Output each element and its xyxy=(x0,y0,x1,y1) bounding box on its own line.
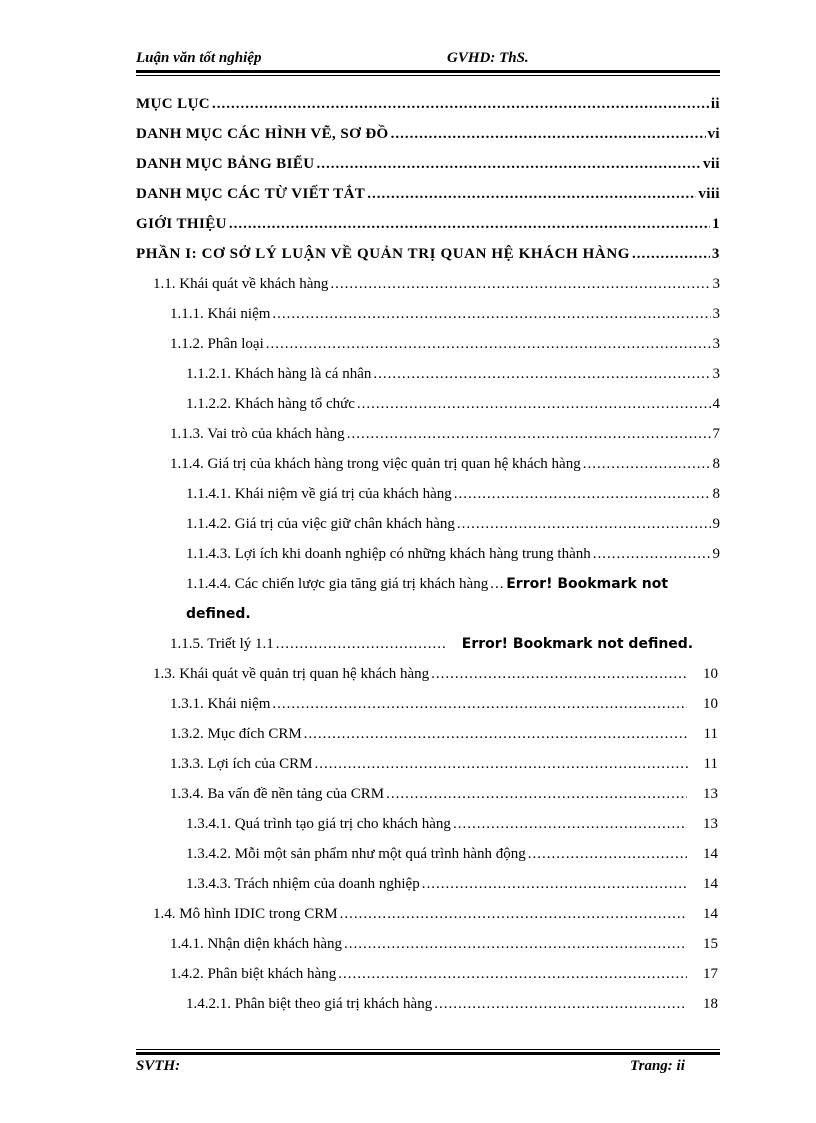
toc-entry[interactable] xyxy=(136,183,720,205)
toc-entry-page: 14 xyxy=(703,906,718,922)
toc-entry-title: 1.1.4.2. Giá trị của việc giữ chân khách hàng xyxy=(186,516,455,532)
toc-entry[interactable] xyxy=(186,513,720,535)
toc-entry-title: 1.4. Mô hình IDIC trong CRM xyxy=(153,906,338,922)
toc-entry[interactable] xyxy=(186,843,718,865)
toc-entry-page: 10 xyxy=(703,696,718,712)
toc-entry-title: 1.3.1. Khái niệm xyxy=(170,696,271,712)
toc-entry[interactable] xyxy=(186,573,728,595)
toc-entry-page: 8 xyxy=(712,486,720,502)
footer-rule-thin xyxy=(136,1049,720,1050)
toc-entry-title: PHẦN I: CƠ SỞ LÝ LUẬN VỀ QUẢN TRỊ QUAN HỆ KHÁCH HÀNG xyxy=(136,246,631,262)
toc-entry[interactable] xyxy=(136,93,720,115)
toc-entry-page: 4 xyxy=(712,396,720,412)
toc-entry[interactable] xyxy=(186,873,718,895)
toc-entry-page: 7 xyxy=(712,426,720,442)
toc-entry-page: vii xyxy=(702,156,720,172)
toc-entry-title: 1.1.2. Phân loại xyxy=(170,336,264,352)
toc-entry[interactable] xyxy=(170,303,720,325)
header-rule-thin xyxy=(136,75,720,76)
toc-entry[interactable] xyxy=(186,543,720,565)
toc-entry[interactable] xyxy=(170,453,720,475)
toc-entry[interactable] xyxy=(186,993,718,1015)
toc-entry-error: Error! Bookmark not xyxy=(506,576,669,592)
toc-entry-page: 14 xyxy=(703,876,718,892)
toc-entry[interactable] xyxy=(186,813,718,835)
toc-entry-title: DANH MỤC BẢNG BIỂU xyxy=(136,156,315,172)
toc-entry-continuation: defined. xyxy=(186,606,251,622)
toc-entry[interactable] xyxy=(170,633,718,655)
footer-rule xyxy=(136,1052,720,1055)
toc-entry-title: 1.1.4.3. Lợi ích khi doanh nghiệp có những khách hàng trung thành xyxy=(186,546,591,562)
footer-left: SVTH: xyxy=(136,1058,181,1074)
toc-entry[interactable] xyxy=(136,243,720,265)
toc-entry-page: 1 xyxy=(712,216,720,232)
toc-entry-title: 1.1.2.2. Khách hàng tổ chức xyxy=(186,396,355,412)
toc-entry-page: viii xyxy=(698,186,720,202)
toc-entry-page: 3 xyxy=(712,366,720,382)
toc-entry-title: 1.4.2.1. Phân biệt theo giá trị khách hàng xyxy=(186,996,433,1012)
toc-entry-title: 1.1.4.4. Các chiến lược gia tăng giá trị khách hàng xyxy=(186,576,489,592)
toc-entry-title: DANH MỤC CÁC HÌNH VẼ, SƠ ĐỒ xyxy=(136,126,389,142)
toc-entry-page: 9 xyxy=(712,546,720,562)
toc-entry-title: 1.3.2. Mục đích CRM xyxy=(170,726,302,742)
toc-entry-page: 3 xyxy=(712,306,720,322)
toc-entry-page: 11 xyxy=(703,756,718,772)
toc-entry[interactable] xyxy=(186,393,720,415)
toc-entry-title: 1.4.2. Phân biệt khách hàng xyxy=(170,966,337,982)
toc-entry-page: ii xyxy=(710,96,720,112)
toc-entry-title: 1.1. Khái quát về khách hàng xyxy=(153,276,329,292)
toc-entry-page: 3 xyxy=(712,336,720,352)
toc-entry[interactable] xyxy=(153,663,718,685)
toc-entry[interactable] xyxy=(170,783,718,805)
toc-entry[interactable] xyxy=(170,963,718,985)
toc-entry[interactable] xyxy=(170,723,718,745)
toc-entry[interactable] xyxy=(170,933,718,955)
toc-entry[interactable] xyxy=(136,123,720,145)
toc-entry-title: GIỚI THIỆU xyxy=(136,216,227,232)
toc-entry-page: 13 xyxy=(703,786,718,802)
toc-entry[interactable] xyxy=(136,213,720,235)
toc-entry-page: 10 xyxy=(703,666,718,682)
toc-entry-page: 18 xyxy=(703,996,718,1012)
toc-entry-title: 1.1.1. Khái niệm xyxy=(170,306,271,322)
toc-entry-title: DANH MỤC CÁC TỪ VIẾT TẮT xyxy=(136,186,366,202)
toc-entry-title: 1.3.4.3. Trách nhiệm của doanh nghiệp xyxy=(186,876,420,892)
toc-entry-page: 9 xyxy=(712,516,720,532)
header-rule xyxy=(136,70,720,73)
toc-entry-page: 11 xyxy=(703,726,718,742)
header-left: Luận văn tốt nghiệp xyxy=(136,50,262,66)
toc-entry-error: Error! Bookmark not defined. xyxy=(461,636,694,652)
toc-entry[interactable] xyxy=(153,273,720,295)
toc-entry[interactable] xyxy=(153,903,718,925)
toc-entry[interactable] xyxy=(170,693,718,715)
toc-entry-page: 13 xyxy=(703,816,718,832)
toc-entry-page: 3 xyxy=(711,246,720,262)
toc-entry-title: 1.1.2.1. Khách hàng là cá nhân xyxy=(186,366,372,382)
toc-entry-title: MỤC LỤC xyxy=(136,96,211,112)
toc-entry-page: 14 xyxy=(703,846,718,862)
toc-entry-title: 1.1.5. Triết lý 1.1 xyxy=(170,636,274,652)
toc-entry-title: 1.3. Khái quát về quản trị quan hệ khách hàng xyxy=(153,666,430,682)
toc-entry-page: 17 xyxy=(703,966,718,982)
toc-entry-title: 1.1.3. Vai trò của khách hàng xyxy=(170,426,345,442)
toc-entry[interactable] xyxy=(170,333,720,355)
toc-entry[interactable] xyxy=(136,153,720,175)
toc-entry-page: 15 xyxy=(703,936,718,952)
toc-entry-title: 1.4.1. Nhận diện khách hàng xyxy=(170,936,343,952)
toc-entry[interactable] xyxy=(170,753,718,775)
toc-entry-title: 1.1.4.1. Khái niệm về giá trị của khách hàng xyxy=(186,486,452,502)
toc-entry[interactable] xyxy=(186,483,720,505)
toc-entry-page: 3 xyxy=(712,276,720,292)
toc-entry-page: 8 xyxy=(712,456,720,472)
toc-entry-page: vi xyxy=(707,126,720,142)
toc-entry-title: 1.3.4.1. Quá trình tạo giá trị cho khách hàng xyxy=(186,816,451,832)
toc-entry-title: 1.3.4. Ba vấn đề nền tảng của CRM xyxy=(170,786,385,802)
footer-page-number: Trang: ii xyxy=(630,1058,685,1074)
toc-entry-title: 1.3.4.2. Mỗi một sản phẩm như một quá trình hành động xyxy=(186,846,526,862)
toc-entry-title: 1.1.4. Giá trị của khách hàng trong việc quản trị quan hệ khách hàng xyxy=(170,456,581,472)
toc-entry[interactable] xyxy=(186,363,720,385)
toc-entry[interactable] xyxy=(170,423,720,445)
toc-entry-title: 1.3.3. Lợi ích của CRM xyxy=(170,756,313,772)
header-center: GVHD: ThS. xyxy=(447,50,529,66)
